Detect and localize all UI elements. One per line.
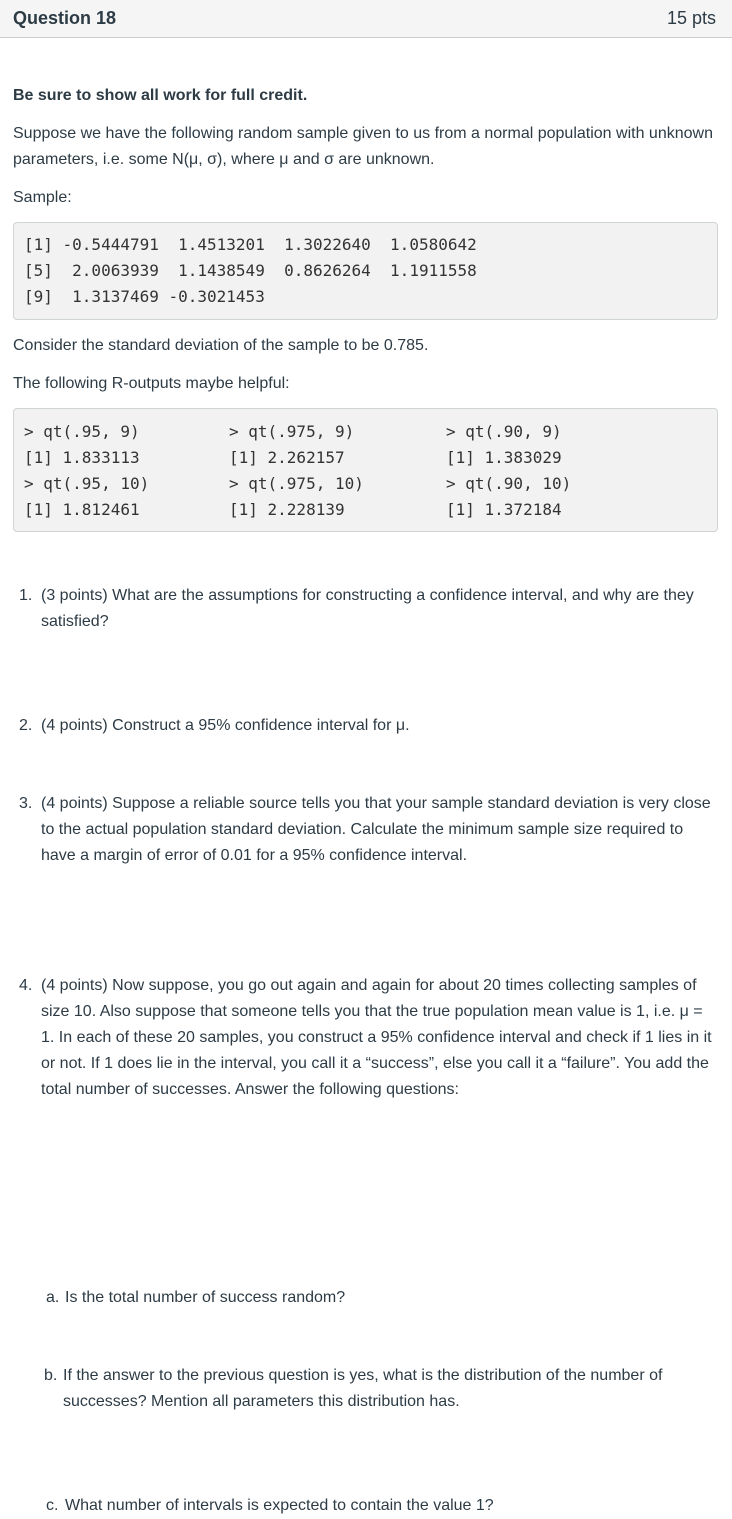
- subquestion-a: [41, 1285, 721, 1311]
- sample-label: Sample:: [13, 189, 72, 206]
- question-text: (4 points) Now suppose, you go out again and again for about 20 times collecting samples of size 10. Also suppose that someone tells you that the true population mean value is 1, i.e. μ = 1. In each of these 20 samples, you construct a 95% confidence interval and check if 1 lies in it or not. If 1 does lie in the interval, you call it a “success”, else you call it a “failure”. You add the total number of successes. Answer the following questions:: [41, 977, 712, 1098]
- question-points: 15 pts: [666, 8, 716, 28]
- instruction-text: Be sure to show all work for full credit.: [13, 87, 308, 104]
- r-output-column: [229, 419, 364, 523]
- r-output-line: [1] 2.228139: [229, 500, 345, 519]
- subquestion-text: What number of intervals is expected to contain the value 1?: [65, 1497, 494, 1514]
- r-output-label: The following R-outputs maybe helpful:: [13, 375, 290, 392]
- subquestion-c: [41, 1493, 721, 1519]
- question-item-2: [19, 713, 719, 739]
- question-text: (4 points) Suppose a reliable source tells you that your sample standard deviation is very close to the actual population standard deviation. Calculate the minimum sample size required to have a margin of error of 0.01 for a 95% confidence interval.: [41, 795, 711, 864]
- sample-row: [1] -0.5444791 1.4513201 1.3022640 1.0580642: [24, 235, 477, 254]
- r-output-line: > qt(.90, 9): [446, 422, 562, 441]
- r-output-code-block: [13, 408, 718, 532]
- question-item-4: [19, 973, 719, 1103]
- question-text: (3 points) What are the assumptions for constructing a confidence interval, and why are they satisfied?: [41, 587, 694, 630]
- question-number: 1.: [19, 587, 33, 604]
- r-output-column: [24, 419, 149, 523]
- sample-code-block: [13, 222, 718, 320]
- r-output-line: [1] 1.812461: [24, 500, 140, 519]
- question-text: (4 points) Construct a 95% confidence interval for μ.: [41, 717, 410, 734]
- subquestion-text: Is the total number of success random?: [65, 1289, 346, 1306]
- r-output-line: [1] 1.372184: [446, 500, 562, 519]
- intro-paragraph: Suppose we have the following random sample given to us from a normal population with unknown parameters, i.e. some N(μ, σ), where μ and σ are unknown.: [13, 125, 713, 168]
- r-output-line: > qt(.95, 9): [24, 422, 140, 441]
- subquestion-letter: a.: [46, 1289, 60, 1306]
- sample-row: [5] 2.0063939 1.1438549 0.8626264 1.1911558: [24, 261, 477, 280]
- question-item-1: [19, 583, 719, 635]
- subquestion-text: If the answer to the previous question is yes, what is the distribution of the number of successes? Mention all parameters this distribution has.: [63, 1367, 663, 1410]
- question-item-3: [19, 791, 721, 869]
- r-output-line: [1] 1.383029: [446, 448, 562, 467]
- sample-row: [9] 1.3137469 -0.3021453: [24, 287, 265, 306]
- r-output-line: > qt(.975, 9): [229, 422, 355, 441]
- subquestion-letter: b.: [44, 1367, 58, 1384]
- r-output-line: [1] 1.833113: [24, 448, 140, 467]
- r-output-column: [446, 419, 571, 523]
- subquestion-letter: c.: [46, 1497, 59, 1514]
- r-output-line: [1] 2.262157: [229, 448, 345, 467]
- r-output-line: > qt(.90, 10): [446, 474, 572, 493]
- question-number: 3.: [19, 795, 33, 812]
- r-output-line: > qt(.975, 10): [229, 474, 364, 493]
- subquestion-b: [39, 1363, 721, 1415]
- question-title: Question 18: [13, 8, 117, 28]
- question-number: 4.: [19, 977, 33, 994]
- sd-text: Consider the standard deviation of the sample to be 0.785.: [13, 337, 429, 354]
- r-output-line: > qt(.95, 10): [24, 474, 150, 493]
- question-header: [0, 0, 732, 38]
- question-number: 2.: [19, 717, 33, 734]
